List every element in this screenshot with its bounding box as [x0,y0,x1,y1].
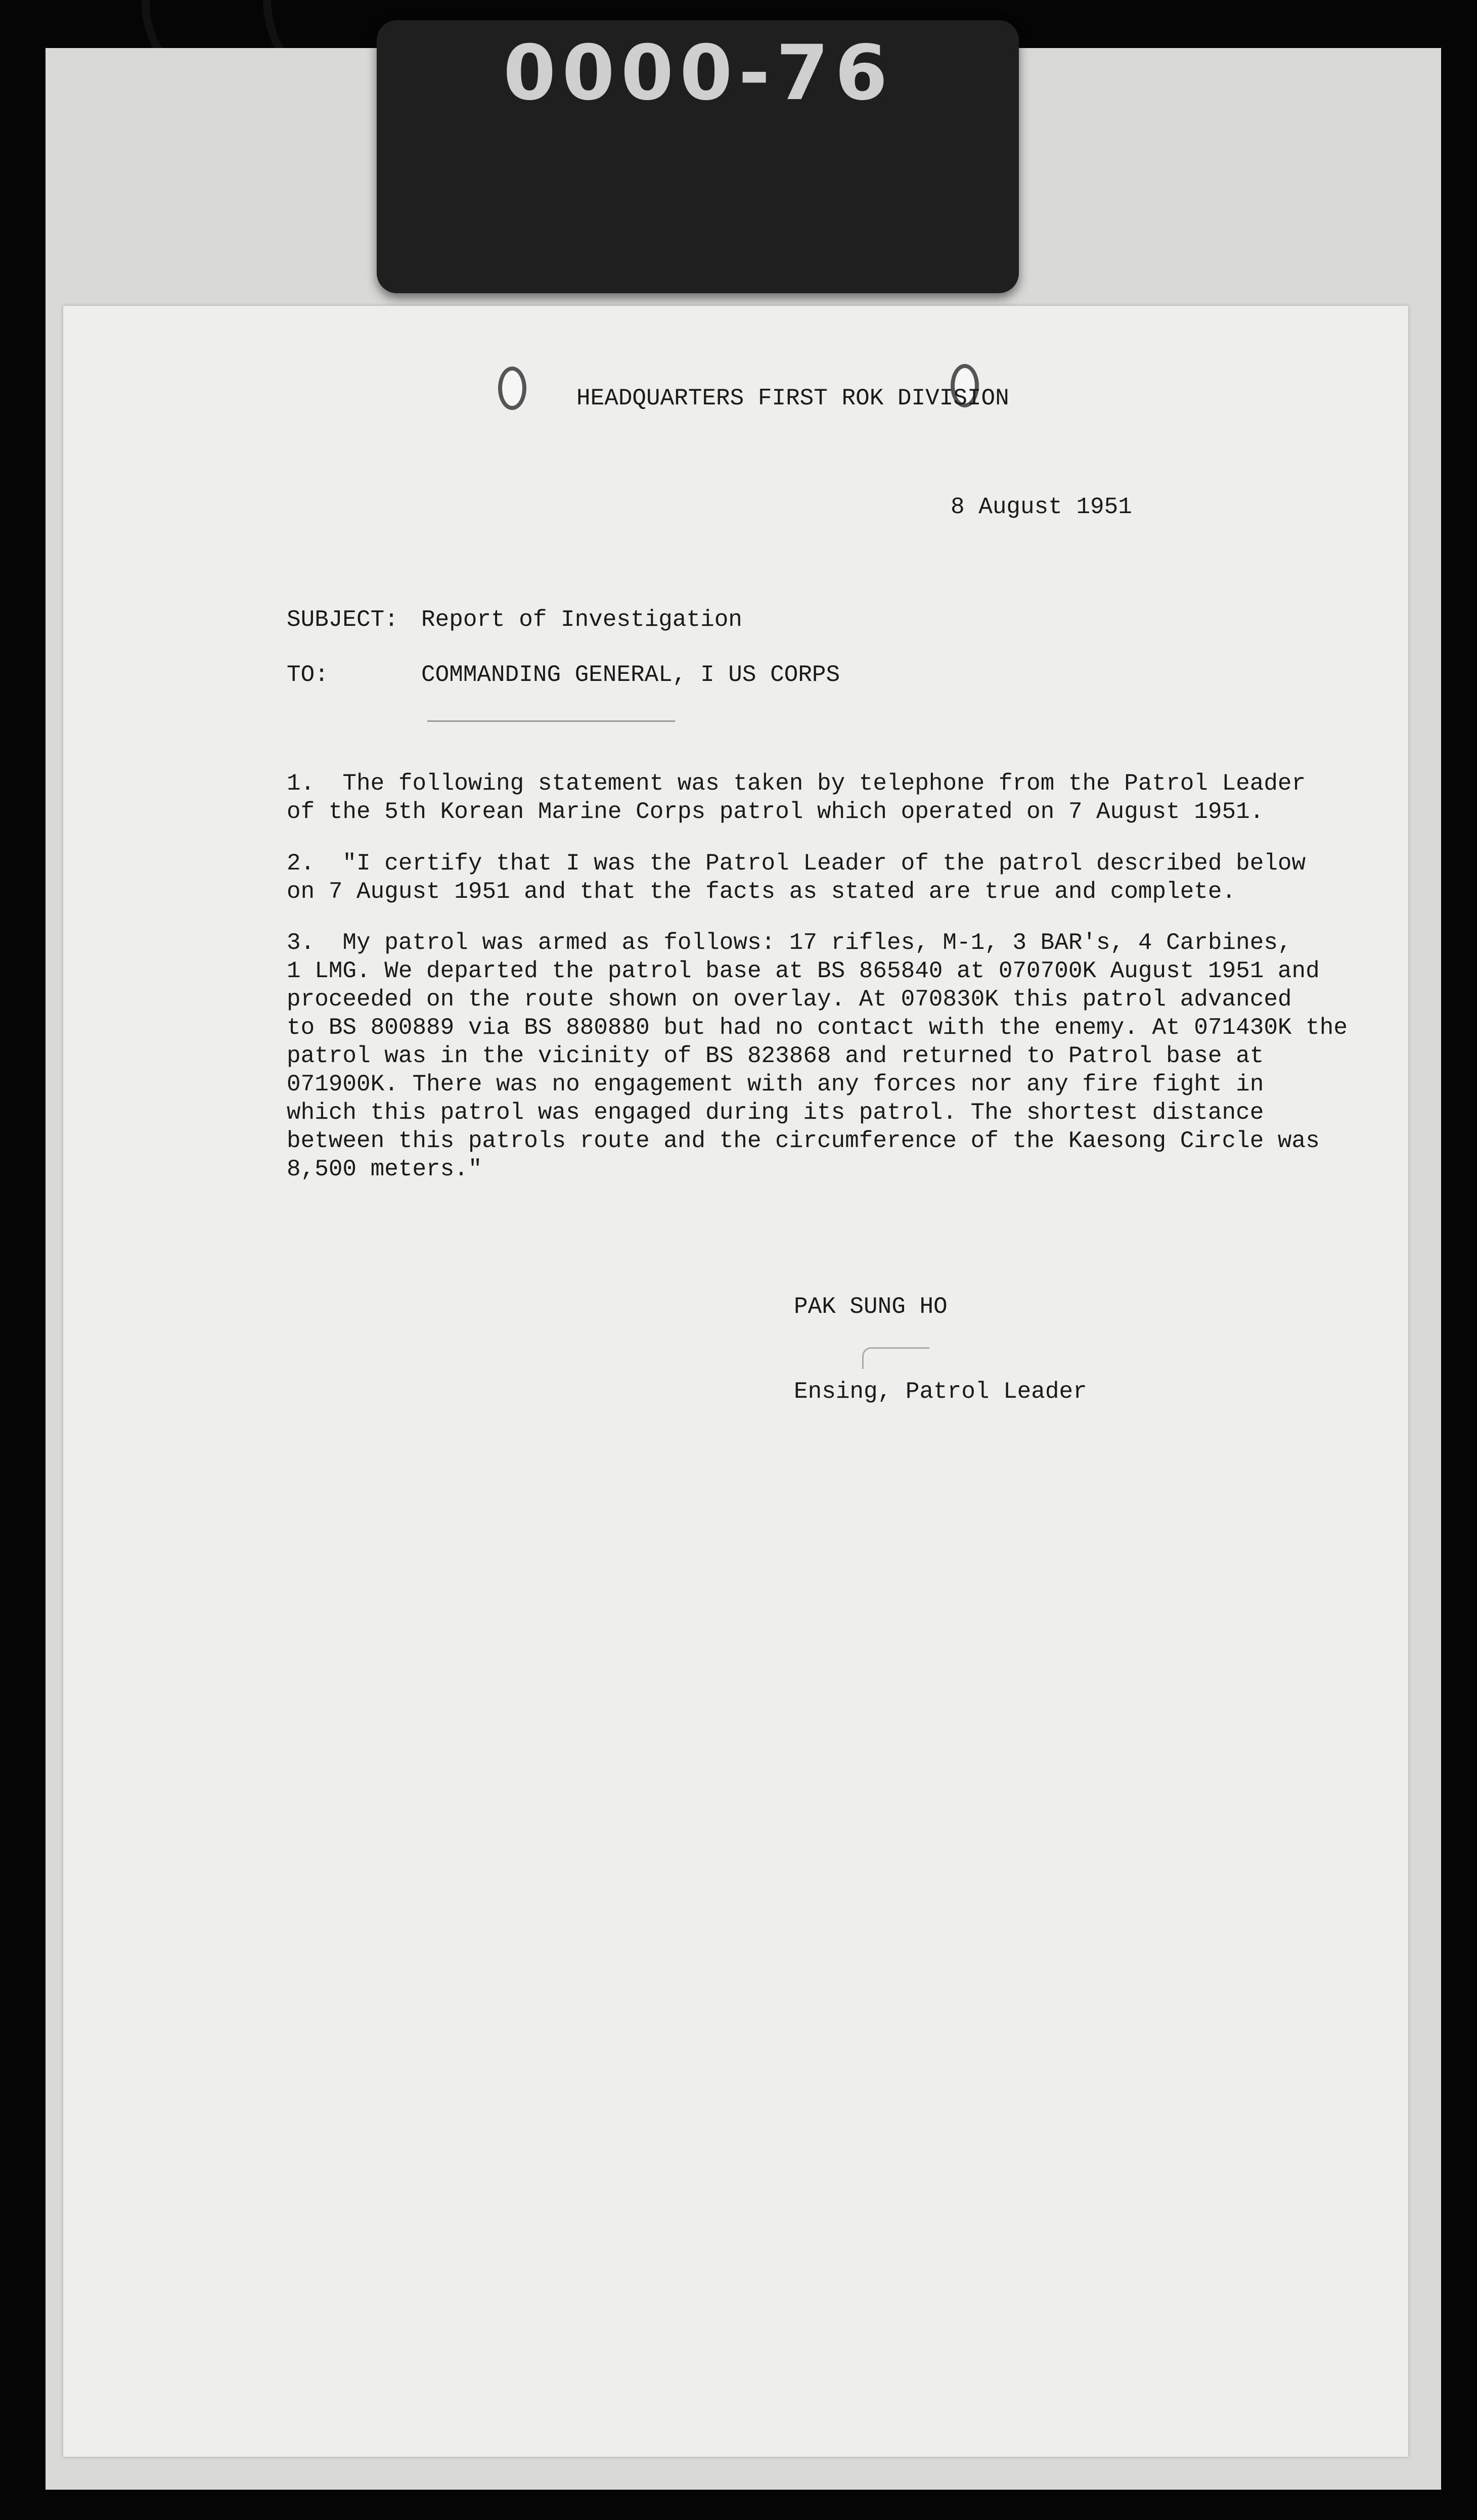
document-page [63,306,1408,2457]
pen-mark [862,1347,929,1369]
subject-line [287,606,742,634]
signature-block [794,1236,1087,1462]
punch-hole-icon [498,366,526,410]
paragraph-3: 3. My patrol was armed as follows: 17 rifles, M-1, 3 BAR's, 4 Carbines, 1 LMG. We departed the patrol base at BS 865840 at 070700K August 1951 and proceeded on the route shown on overlay. At 070830K this patrol advanced to BS 800889 via BS 880880 but had no contact with the enemy. At 071430K the patrol was in the vicinity of BS 823868 and returned to Patrol base at 071900K. There was no engagement with any forces nor any fire fight in which this patrol was engaged during its patrol. The shortest distance between this patrols route and the circumference of the Kaesong Circle was 8,500 meters." [287,930,1348,1182]
to-value: COMMANDING GENERAL, I US CORPS [421,662,840,688]
signature-title: Ensing, Patrol Leader [794,1379,1087,1405]
document-date: 8 August 1951 [951,494,1132,520]
to-line [287,661,840,689]
paragraph-1: 1. The following statement was taken by telephone from the Patrol Leader of the 5th Korean Marine Corps patrol which operated on 7 August 1951. [287,770,1306,825]
subject-label: SUBJECT: [287,607,398,633]
to-label: TO: [287,662,329,688]
frame-counter-device [377,20,1019,293]
divider-line [427,720,675,722]
paragraph-2: 2. "I certify that I was the Patrol Leader of the patrol described below on 7 August 1951 and that the facts as stated are true and complete. [287,850,1306,905]
subject-value: Report of Investigation [421,607,742,633]
signature-name: PAK SUNG HO [794,1294,948,1320]
frame-counter-number: 0000-76 [503,29,894,117]
document-heading: HEADQUARTERS FIRST ROK DIVISION [576,385,1009,411]
